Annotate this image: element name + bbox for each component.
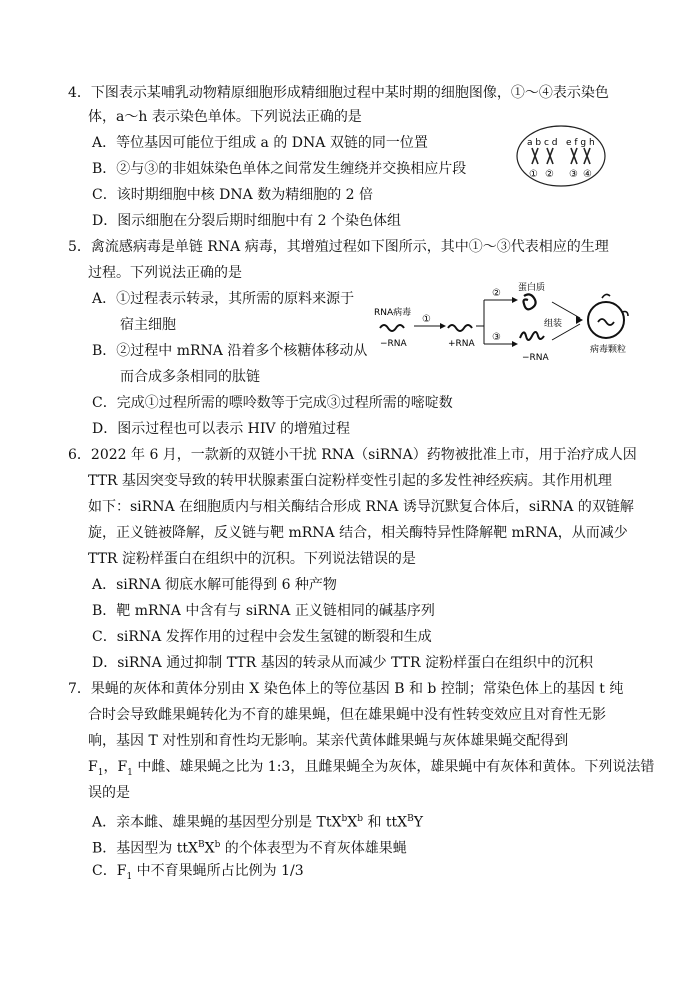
q5-option-c: C．完成①过程所需的嘌呤数等于完成③过程所需的嘧啶数 <box>92 395 453 411</box>
q7-option-a-text1: A．亲本雌、雄果蝇的基因型分别是 TtX <box>92 814 342 831</box>
q5-stem-line2: 过程。下列说法正确的是 <box>88 265 242 281</box>
q6-option-a: A．siRNA 彻底水解可能得到 6 种产物 <box>92 577 337 593</box>
q7-option-b-text1: B．基因型为 ttX <box>92 840 198 857</box>
q7-stem-line3: 响，基因 T 对性别和育性均无影响。某亲代黄体雌果蝇与灰体雄果蝇交配得到 <box>88 733 569 749</box>
q6-stem-line5: TTR 淀粉样蛋白在组织中的沉积。下列说法错误的是 <box>88 551 416 567</box>
arrow-head-step2 <box>512 297 518 303</box>
q7-stem-text4: 中雌、雄果蝇之比为 1:3，且雌果蝇全为灰体，雄果蝇中有灰体和黄体。下列说法错 <box>132 759 655 775</box>
q7-option-a-text3: 和 ttX <box>363 814 408 831</box>
label-assemble: 组装 <box>544 319 563 329</box>
q4-stem-line2: 体，a～h 表示染色单体。下列说法正确的是 <box>88 109 362 125</box>
label-rna-virus: RNA病毒 <box>374 308 412 318</box>
q7-option-c-text1: C．F <box>92 863 127 879</box>
label-virus-particle: 病毒颗粒 <box>590 345 627 355</box>
q7-option-c-text2: 中不育果蝇所占比例为 1/3 <box>132 863 304 879</box>
q7-stem-line1 <box>68 680 623 698</box>
q7-option-b-sup1: B <box>197 840 205 850</box>
q5-option-d: D．图示过程也可以表示 HIV 的增殖过程 <box>92 421 350 437</box>
label-plus-rna: +RNA <box>448 339 475 349</box>
q6-option-b: B．靶 mRNA 中含有与 siRNA 正义链相同的碱基序列 <box>92 603 435 619</box>
q5-stem-text1: 禽流感病毒是单链 RNA 病毒，其增殖过程如下图所示，其中①～③代表相应的生理 <box>90 239 609 255</box>
minus-rna-new-strand-icon <box>520 332 544 340</box>
q6-option-c: C．siRNA 发挥作用的过程中会发生氢键的断裂和生成 <box>92 629 432 645</box>
q7-stem-text1: 果蝇的灰体和黄体分别由 X 染色体上的等位基因 B 和 b 控制；常染色体上的基因 t 纯 <box>90 681 624 697</box>
label-minus-rna-new: −RNA <box>522 353 549 363</box>
virus-particle-rna <box>598 319 614 325</box>
q7-stem-line5: 误的是 <box>88 785 130 801</box>
q7-option-b <box>92 836 407 858</box>
label-minus-rna: −RNA <box>380 339 407 349</box>
q6-stem-text1: 2022 年 6 月，一款新的双链小干扰 RNA（siRNA）药物被批准上市，用于治疗成人因 <box>90 447 637 463</box>
q7-option-a-text2: X <box>347 814 358 831</box>
q7-f1-label-b: ，F <box>103 759 128 775</box>
label-step3: ③ <box>492 332 501 343</box>
chromatid-letters-right: e f g h <box>566 138 595 148</box>
virus-particle-icon <box>588 302 624 338</box>
chromosome-1-2 <box>532 148 553 164</box>
arrow-assemble-top <box>552 302 580 318</box>
q7-option-a-sup2: b <box>357 814 363 824</box>
protein-icon <box>524 294 536 309</box>
q5-option-b-line1: B．②过程中 mRNA 沿着多个核糖体移动从 <box>92 343 368 359</box>
virus-spike-top <box>602 294 610 298</box>
q6-stem-line3: 如下：siRNA 在细胞质内与相关酶结合形成 RNA 诱导沉默复合体后，siRNA 的双链解 <box>88 499 634 515</box>
q5-number: 5． <box>68 239 91 255</box>
q4-stem-line1 <box>68 84 609 102</box>
chromosome-number-2: ② <box>545 169 554 180</box>
q7-option-a-text4: Y <box>413 814 423 831</box>
q4-option-d: D．图示细胞在分裂后期时细胞中有 2 个染色体组 <box>92 213 402 229</box>
q7-f1-label-a: F <box>88 759 98 775</box>
q7-f1-sub-a: 1 <box>97 767 104 778</box>
q6-stem-line4: 旋，正义链被降解，反义链与靶 mRNA 结合，相关酶特异性降解靶 mRNA，从而减少 <box>88 525 628 541</box>
chromatid-letters-left: a b c d <box>527 138 558 148</box>
q6-option-d: D．siRNA 通过抑制 TTR 基因的转录从而减少 TTR 淀粉样蛋白在组织中的沉积 <box>92 655 593 671</box>
q5-virus-figure <box>372 282 640 366</box>
q4-cell-figure <box>514 124 608 188</box>
arrow-head-step3 <box>512 341 518 347</box>
q7-option-b-sup2: b <box>214 840 221 850</box>
q7-option-c <box>92 862 304 886</box>
q5-stem-line1 <box>68 238 609 256</box>
q7-f1-sub-b: 1 <box>127 767 133 778</box>
chromosome-3-4 <box>571 148 590 164</box>
q5-option-a-line1: A．①过程表示转录，其所需的原料来源于 <box>92 291 355 307</box>
q4-option-a: A．等位基因可能位于组成 a 的 DNA 双链的同一位置 <box>92 135 428 151</box>
q7-option-c-sub: 1 <box>126 871 133 882</box>
q4-stem-text1: 下图表示某哺乳动物精原细胞形成精细胞过程中某时期的细胞图像，①～④表示染色 <box>90 85 609 101</box>
q6-stem-line1 <box>68 446 637 464</box>
q6-number: 6． <box>68 447 91 463</box>
chromosome-number-3: ③ <box>569 169 578 180</box>
q7-stem-line4 <box>88 758 654 782</box>
q7-stem-line2: 合时会导致雌果蝇转化为不育的雄果蝇，但在雄果蝇中没有性转变效应且对育性无影 <box>88 707 606 723</box>
q7-option-b-text3: 的个体表型为不育灰体雄果蝇 <box>220 840 407 857</box>
chromosome-number-4: ④ <box>583 169 592 180</box>
label-step2: ② <box>492 288 501 299</box>
q5-option-a-line2: 宿主细胞 <box>120 317 176 333</box>
q4-option-c: C．该时期细胞中核 DNA 数为精细胞的 2 倍 <box>92 187 374 203</box>
label-protein: 蛋白质 <box>518 283 546 293</box>
q5-option-b-line2: 而合成多条相同的肽链 <box>120 369 260 385</box>
arrow-head-step1 <box>440 323 446 329</box>
q6-stem-line2: TTR 基因突变导致的转甲状腺素蛋白淀粉样变性引起的多发性神经疾病。其作用机理 <box>88 473 612 489</box>
q7-number: 7． <box>68 681 91 697</box>
q4-option-b: B．②与③的非姐妹染色单体之间常发生缠绕并交换相应片段 <box>92 161 467 177</box>
plus-rna-strand-icon <box>448 325 472 331</box>
label-step1: ① <box>422 314 431 325</box>
q7-option-a-sup3: B <box>407 814 414 824</box>
q4-number: 4． <box>68 85 91 101</box>
chromosome-number-1: ① <box>529 169 538 180</box>
minus-rna-strand-icon <box>380 325 404 331</box>
q7-option-a-sup1: b <box>341 814 348 824</box>
q7-option-b-text2: X <box>204 840 215 857</box>
q7-option-a <box>92 810 423 832</box>
